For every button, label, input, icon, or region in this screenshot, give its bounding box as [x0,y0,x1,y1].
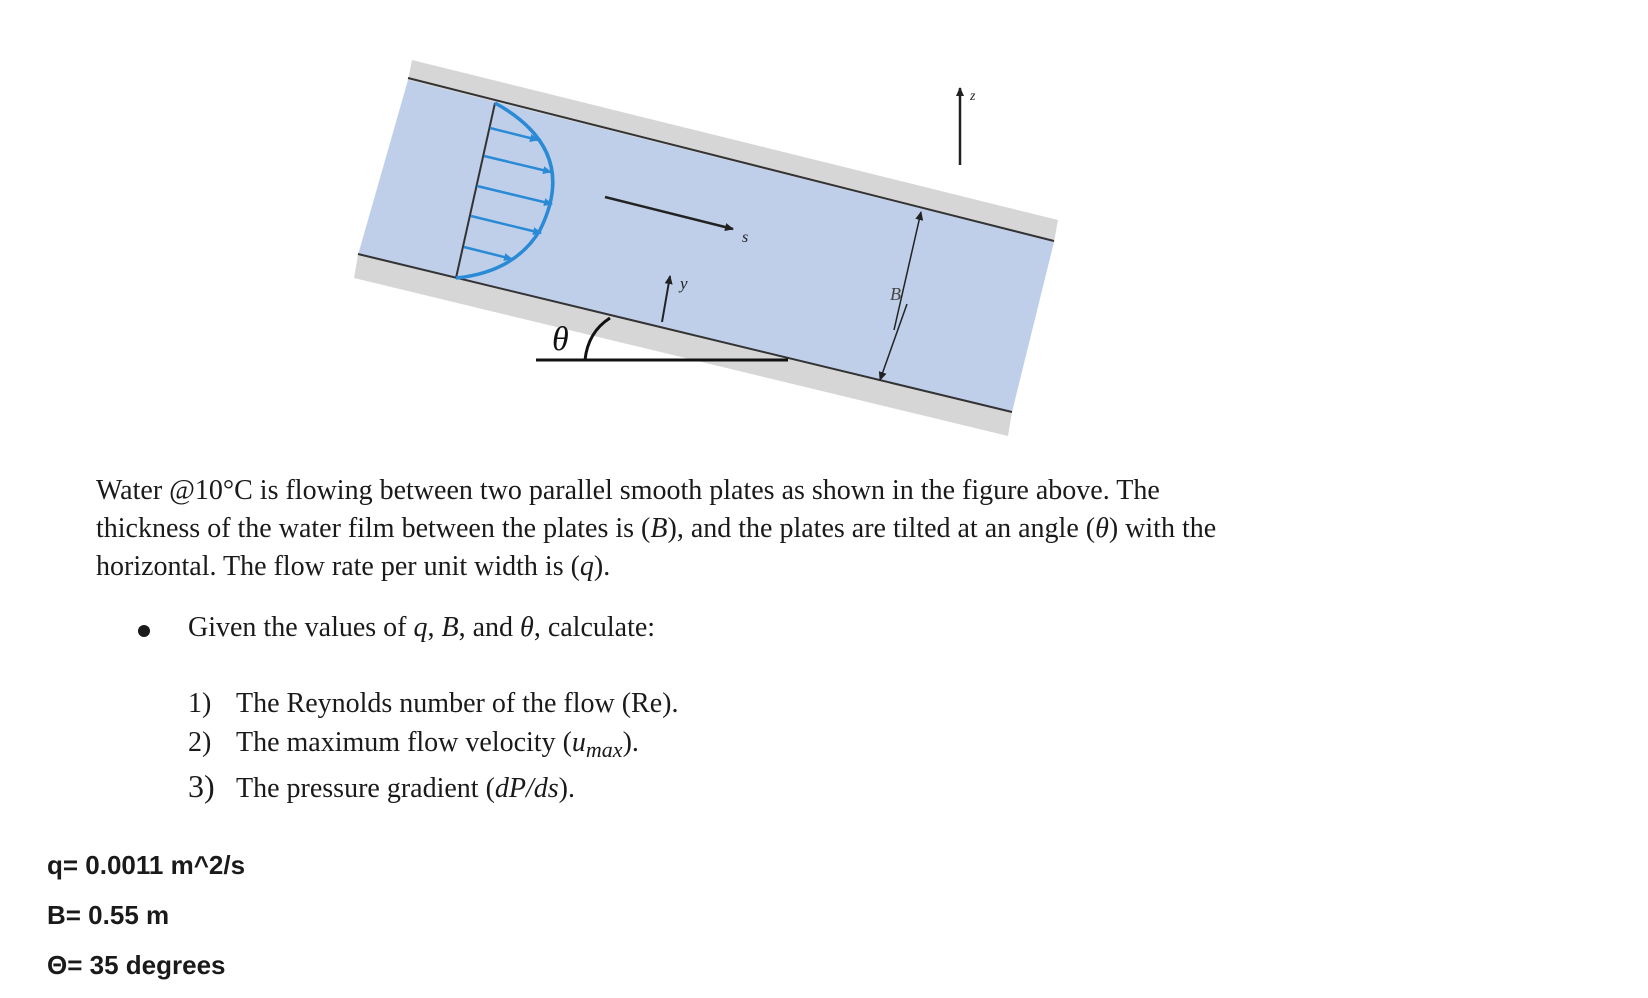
problem-line-2: thickness of the water film between the plates is (B), and the plates are tilted at an angle (θ) with the [96,513,1217,544]
given-b: B= 0.55 m [47,900,170,930]
problem-line-1: Water @10°C is flowing between two parallel smooth plates as shown in the figure above. The [96,475,1160,506]
y-label: y [680,274,688,293]
theta-label: θ [552,321,569,358]
task-1: 1) The Reynolds number of the flow (Re). [188,688,679,719]
bullet-text: Given the values of q, B, and θ, calculate: [188,612,656,643]
task-3: 3) The pressure gradient (dP/ds). [188,768,575,804]
z-label: z [970,89,976,104]
problem-line-3: horizontal. The flow rate per unit width is (q). [96,551,611,582]
problem-statement [96,472,1496,586]
bullet-dot [138,625,150,637]
task-2: 2) The maximum flow velocity $(u_{max})$. [188,727,639,762]
given-q: q= 0.0011 m^2/s [47,850,246,880]
channel-flow-figure [0,0,1648,460]
given-theta: Θ= 35 degrees [47,950,226,980]
b-label: B [890,284,901,304]
s-label: s [742,229,749,246]
